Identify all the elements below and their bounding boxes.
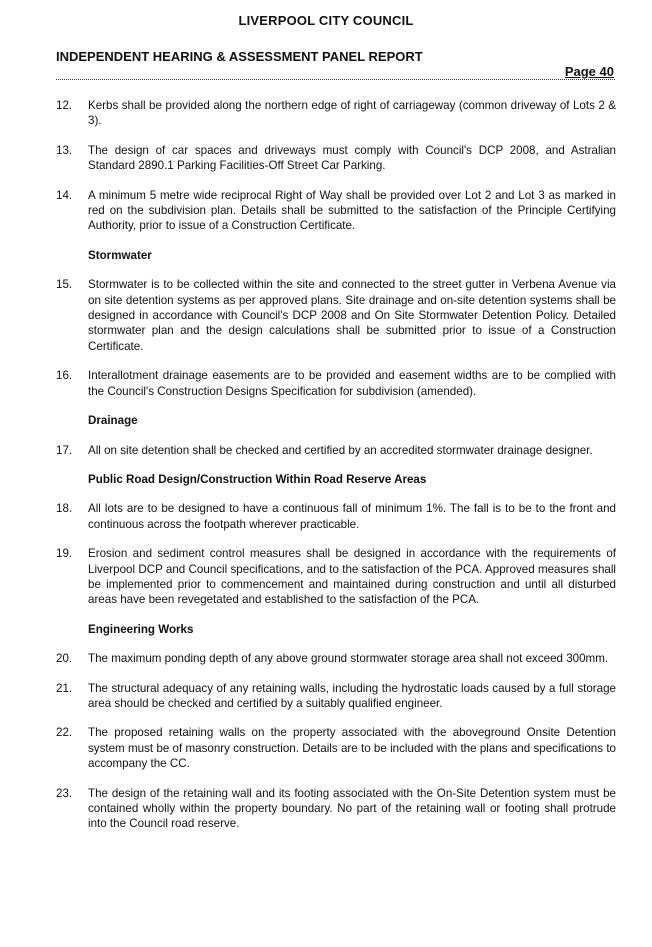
condition-text: Stormwater is to be collected within the site and connected to the street gutter in Verbena Avenue via on site detention systems as per approved plans. Site drainage and on-site detention systems shall be designed in accordance with Council's DCP 2008 and On Site Stormwater Detention Policy. Detailed stormwater plan and the design calculations shall be submitted prior to issue of a Construction Certificate. (88, 278, 616, 353)
condition-item (56, 443, 616, 458)
document-body (56, 98, 616, 846)
condition-number: 22. (56, 726, 73, 740)
condition-item (56, 368, 616, 399)
condition-item (56, 277, 616, 354)
condition-text: Erosion and sediment control measures shall be designed in accordance with the requirements of Liverpool DCP and Council specifications, and to the satisfaction of the PCA. Approved measures shall be implemented prior to commencement and maintained during construction and until all disturbed areas have been revegetated and established to the satisfaction of the PCA. (88, 547, 616, 607)
condition-item (56, 98, 616, 129)
header-divider (56, 79, 615, 80)
condition-text: The maximum ponding depth of any above ground stormwater storage area shall not exceed 300mm. (88, 652, 609, 666)
condition-number: 20. (56, 652, 73, 666)
condition-item (56, 188, 616, 234)
section-heading: Drainage (88, 414, 138, 428)
report-title: INDEPENDENT HEARING & ASSESSMENT PANEL REPORT (56, 49, 423, 64)
condition-text: Kerbs shall be provided along the northern edge of right of carriageway (common driveway of Lots 2 & 3). (88, 99, 616, 128)
condition-text: Interallotment drainage easements are to be provided and easement widths are to be complied with the Council's Construction Designs Specification for subdivision (amended). (88, 369, 616, 398)
condition-item (56, 651, 616, 666)
condition-item (56, 143, 616, 174)
condition-text: The design of the retaining wall and its footing associated with the On-Site Detention system must be contained wholly within the property boundary. No part of the retaining wall or footing shall protrude into the Council road reserve. (88, 786, 616, 831)
condition-text: A minimum 5 metre wide reciprocal Right of Way shall be provided over Lot 2 and Lot 3 as marked in red on the subdivision plan. Details shall be submitted to the satisfaction of the Principle Certifying Authority, prior to issue of a Construction Certificate. (88, 188, 616, 233)
condition-text: All lots are to be designed to have a continuous fall of minimum 1%. The fall is to be to the front and continuous across the footpath wherever practicable. (88, 502, 616, 531)
condition-item (56, 725, 616, 771)
condition-text: The design of car spaces and driveways must comply with Council's DCP 2008, and Astralian Standard 2890.1 Parking Facilities-Off Street Car Parking. (88, 143, 616, 173)
condition-number: 23. (56, 786, 73, 800)
condition-item (56, 681, 616, 712)
condition-text: All on site detention shall be checked and certified by an accredited stormwater drainage designer. (88, 443, 593, 457)
section-heading: Stormwater (88, 248, 152, 262)
condition-number: 12. (56, 99, 73, 112)
condition-number: 17. (56, 443, 73, 457)
council-name: LIVERPOOL CITY COUNCIL (238, 13, 414, 28)
condition-number: 13. (56, 143, 73, 157)
condition-text: The proposed retaining walls on the property associated with the aboveground Onsite Detention system must be of masonry construction. Details are to be included with the plans and specifications to accompany the CC. (88, 726, 616, 771)
condition-number: 21. (56, 681, 73, 695)
page-number: Page 40 (564, 64, 614, 79)
section-heading: Engineering Works (88, 622, 194, 636)
condition-number: 14. (56, 188, 73, 202)
condition-number: 16. (56, 369, 73, 383)
section-heading: Public Road Design/Construction Within Road Reserve Areas (88, 472, 427, 486)
condition-item (56, 501, 616, 532)
condition-item (56, 546, 616, 608)
condition-text: The structural adequacy of any retaining walls, including the hydrostatic loads caused by a full storage area should be checked and certified by a suitably qualified engineer. (88, 681, 616, 710)
condition-number: 19. (56, 547, 73, 561)
condition-number: 15. (56, 278, 73, 292)
condition-item (56, 786, 616, 832)
condition-number: 18. (56, 502, 73, 516)
